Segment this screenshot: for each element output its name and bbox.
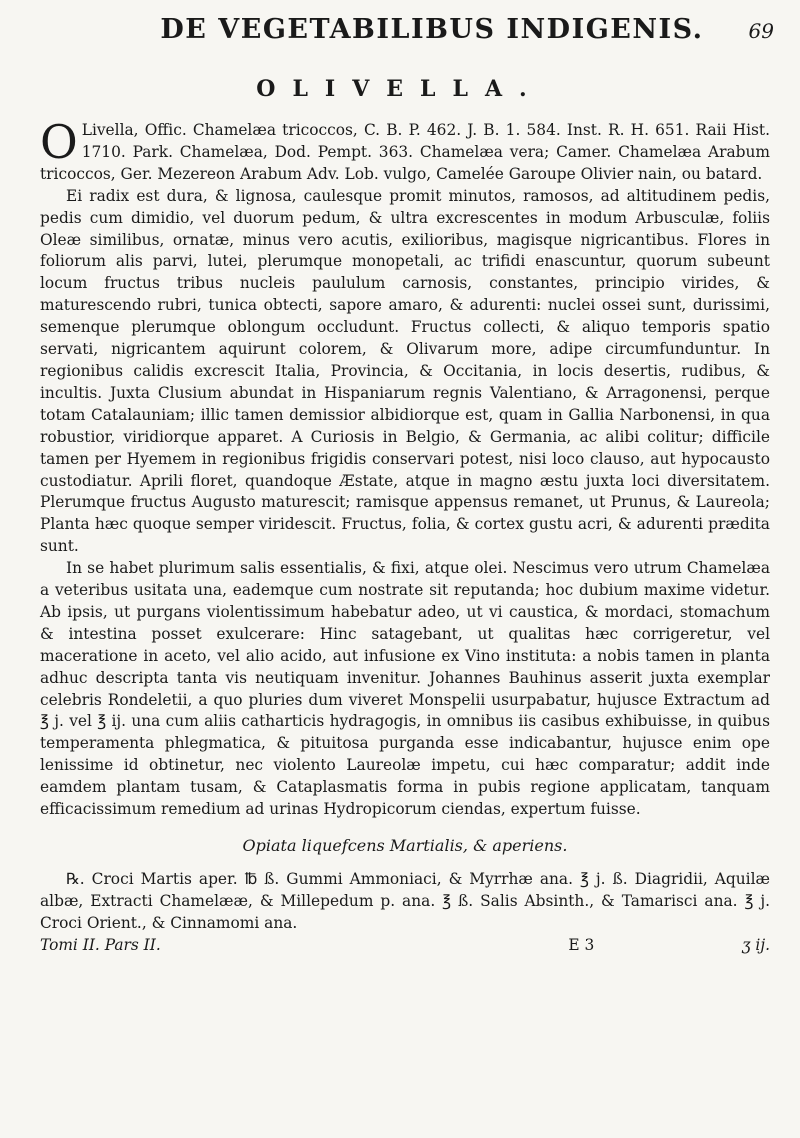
paragraph-3: In se habet plurimum salis essentialis, & fixi, atque olei. Nescimus vero utrum Chamelæa a veteribus usitata una, eademque cum nostrate sit reputanda; hoc dubium maxime videtur. Ab ipsis, ut purgans violentissimum habebatur adeo, ut vi caustica, & mordaci, stomachum & intestina posset exulcerare: Hinc satagebant, ut qualitas hæc corrigeretur, vel maceratione in aceto, vel alio acido, aut infusione ex Vino instituta: a nobis tamen in planta adhuc descripta tanta vis neutiquam invenitur. Johannes Bauhinus asserit juxta exemplar celebris Rondeletii, a quo pluries dum viveret Monspelii usurpabatur, hujusce Extractum ad ℥ j. vel ℥ ij. una cum aliis catharticis hydragogis, in omnibus iis casibus exhibuisse, in quibus temperamenta phlegmatica, & pituitosa purganda esse indicabantur, hujusce enim ope lenissime id obtinetur, nec violento Laureolæ impetu, cui hæc comparatur; addit inde eamdem plantam tusam, & Cataplasmatis forma in pubis regione applicatam, tanquam efficacissimum remedium ad urinas Hydropicorum ciendas, expertum fuisse.: [40, 559, 770, 819]
page-footer: [40, 935, 770, 957]
volume-label: Tomi II. Pars II.: [40, 935, 161, 954]
section-title: OLIVELLA.: [256, 76, 544, 102]
signature-mark: E 3: [568, 935, 595, 954]
paragraph-1: [40, 115, 770, 186]
body-text: [40, 115, 770, 957]
drop-cap: O: [40, 115, 78, 169]
recipe-heading: Opiata liquefcens Martialis, & aperiens.: [242, 836, 568, 855]
recipe-text: ℞. Croci Martis aper. ℔ ß. Gummi Ammoniaci, & Myrrhæ ana. ℥ j. ß. Diagridii, Aquilæ albæ, Extracti Chamelææ, & Millepedum p. ana. ℥ ß. Salis Absinth., & Tamarisci ana. ℥ j. Croci Orient., & Cinnamomi ana.: [40, 869, 770, 932]
page-number: 69: [748, 19, 774, 43]
running-title: DE VEGETABILIBUS INDIGENIS.: [160, 14, 704, 45]
continuation-text: ʒ ij.: [741, 935, 770, 954]
running-head: [90, 14, 774, 45]
paragraph-2: Ei radix est dura, & lignosa, caulesque promit minutos, ramosos, ad altitudinem pedis, pedis cum dimidio, vel duorum pedum, & ultra excrescentes in modum Arbusculæ, foliis Oleæ similibus, ornatæ, minus vero acutis, exilioribus, magisque nigricantibus. Flores in foliorum alis parvi, lutei, plerumque monopetali, ac trifidi enascuntur, quorum subeunt locum fructus tribus nucleis paululum carnosis, constantes, principio virides, & maturescendo rubri, tunica obtecti, sapore amaro, & adurenti: nuclei ossei sunt, durissimi, semenque plerumque oblongum occludunt. Fructus collecti, & aliquo temporis spatio servati, nigricantem aquirunt colorem, & Olivarum more, adipe circumfunduntur. In regionibus calidis excrescit Italia, Provincia, & Occitania, in locis desertis, rudibus, & incultis. Juxta Clusium abundat in Hispaniarum regnis Valentiano, & Arragonensi, perque totam Catalauniam; illic tamen demissior albidiorque est, quam in Gallia Narbonensi, in qua robustior, viridiorque apparet. A Curiosis in Belgio, & Germania, ac alibi colitur; difficile tamen per Hyemem in regionibus frigidis conservari potest, nisi loco clauso, aut hypocausto custodiatur. Aprili floret, quandoque Æstate, atque in magno æstu juxta loci diversitatem. Plerumque fructus Augusto maturescit; ramisque appensus remanet, ut Prunus, & Laureola; Planta hæc quoque semper viridescit. Fructus, folia, & cortex gustu acri, & adurenti prædita sunt.: [40, 186, 770, 556]
paragraph-1-text: Livella, Offic. Chamelæa tricoccos, C. B. P. 462. J. B. 1. 584. Inst. R. H. 651. Raii Hist. 1710. Park. Chamelæa, Dod. Pempt. 363. Chamelæa vera; Camer. Chamelæa Arabum tricoccos, Ger. Mezereon Arabum Adv. Lob. vulgo, Camelée Garoupe Olivier nain, ou batard.: [40, 121, 770, 183]
